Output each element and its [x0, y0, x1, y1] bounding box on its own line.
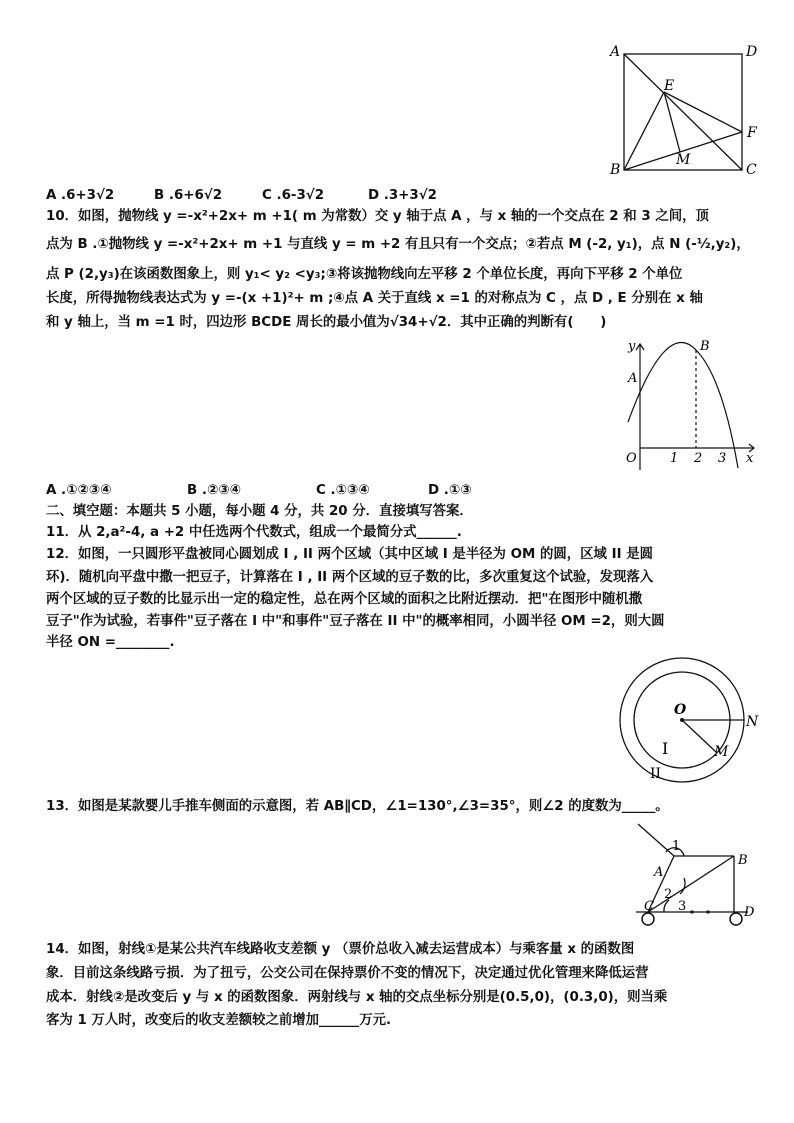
q10-line-4: 长度，所得抛物线表达式为 y =-(x +1)²+ m ;④点 A 关于直线 x =1 的对称点为 C ，点 D , E 分别在 x 轴	[46, 291, 703, 306]
label-N: N	[746, 714, 759, 730]
label-D: D	[744, 905, 755, 920]
q11-text: 11．从 2,a²-4, a +2 中任选两个代数式，组成一个最简分式______.	[46, 525, 462, 540]
q9-option-a: A .6+3√2	[46, 188, 115, 203]
label-F: F	[747, 125, 757, 141]
q13-text: 13．如图是某款婴儿手推车侧面的示意图，若 AB∥CD，∠1=130°,∠3=35°，则∠2 的度数为_____。	[46, 799, 669, 814]
label-E: E	[664, 78, 675, 94]
label-C: C	[746, 162, 757, 178]
label-A: A	[628, 371, 638, 386]
q12-line-1: 12．如图，一只圆形平盘被同心圆划成 I , II 两个区域（其中区域 I 是半径为 OM 的圆，区域 II 是圆	[46, 547, 654, 562]
q9-option-c: C .6-3√2	[262, 188, 325, 203]
q14-line-3: 成本．射线②是改变后 y 与 x 的函数图象．两射线与 x 轴的交点坐标分别是(0.5,0)，(0.3,0)，则当乘	[46, 990, 668, 1005]
q13-stroller-figure	[628, 818, 778, 928]
label-region-II: II	[650, 766, 662, 782]
q14-line-2: 象．目前这条线路亏损．为了扭亏，公交公司在保持票价不变的情况下，决定通过优化管理来降低运营	[46, 966, 649, 981]
label-M: M	[714, 744, 729, 760]
angle-1-label: 1	[672, 839, 681, 854]
label-A: A	[654, 865, 664, 880]
label-B: B	[738, 853, 748, 868]
axis-x: x	[746, 451, 754, 466]
q14-line-4: 客为 1 万人时，改变后的收支差额较之前增加______万元.	[46, 1013, 392, 1028]
q12-circles-figure	[606, 654, 776, 786]
q10-line-1: 10．如图，抛物线 y =-x²+2x+ m +1( m 为常数）交 y 轴于点 A ，与 x 轴的一个交点在 2 和 3 之间，顶	[46, 209, 709, 224]
label-vertex-B: B	[700, 339, 710, 354]
q12-line-3: 两个区域的豆子数的比显示出一定的稳定性，总在两个区域的面积之比附近摆动．把"在图形中随机撒	[46, 592, 643, 607]
q9-option-d: D .3+3√2	[368, 188, 437, 203]
label-region-I: I	[662, 739, 669, 758]
tick-3: 3	[718, 451, 727, 466]
label-A: A	[610, 44, 621, 60]
q10-option-d: D .①③	[428, 483, 472, 498]
label-C: C	[644, 899, 654, 914]
label-origin: O	[626, 451, 637, 466]
q14-line-1: 14．如图，射线①是某公共汽车线路收支差额 y （票价总收入减去运营成本）与乘客量 x 的函数图	[46, 942, 635, 957]
q10-line-5: 和 y 轴上，当 m =1 时，四边形 BCDE 周长的最小值为√34+√2．其中正确的判断有( )	[46, 315, 607, 330]
q9-square-figure	[600, 40, 770, 180]
angle-2-label: 2	[664, 887, 673, 902]
tick-2: 2	[694, 451, 703, 466]
q12-line-5: 半径 ON =________.	[46, 635, 175, 650]
q10-line-3: 点 P (2,y₃)在该函数图象上，则 y₁< y₂ <y₃;③将该抛物线向左平移 2 个单位长度，再向下平移 2 个单位	[46, 267, 683, 282]
q10-option-a: A .①②③④	[46, 483, 112, 498]
q12-line-2: 环)．随机向平盘中撒一把豆子，计算落在 I , II 两个区域的豆子数的比，多次重复这个试验，发现落入	[46, 570, 654, 585]
axis-y: y	[628, 339, 636, 354]
label-M: M	[676, 152, 691, 168]
q10-option-c: C .①③④	[316, 483, 370, 498]
tick-1: 1	[670, 451, 679, 466]
label-D: D	[746, 44, 758, 60]
q9-option-b: B .6+6√2	[154, 188, 223, 203]
q10-option-b: B .②③④	[187, 483, 241, 498]
q12-line-4: 豆子"作为试验，若事件"豆子落在 I 中"和事件"豆子落在 II 中"的概率相同，小圆半径 OM =2，则大圆	[46, 614, 665, 629]
section-heading: 二、填空题：本题共 5 小题，每小题 4 分，共 20 分．直接填写答案．	[46, 504, 473, 519]
q10-line-2: 点为 B .①抛物线 y =-x²+2x+ m +1 与直线 y = m +2 有且只有一个交点；②若点 M (-2, y₁)，点 N (-½,y₂)，	[46, 237, 750, 252]
label-O: O	[674, 702, 687, 718]
label-B: B	[610, 162, 621, 178]
angle-3-label: 3	[678, 899, 687, 914]
q10-parabola-figure	[614, 336, 764, 472]
